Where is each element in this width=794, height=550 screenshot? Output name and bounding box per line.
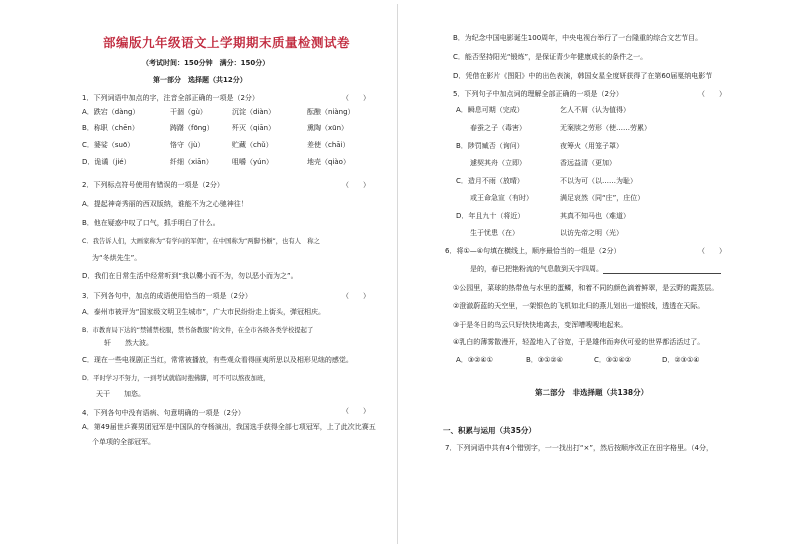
q2-answer-paren: （ ） <box>342 181 370 189</box>
q4-option-a-line2: 个单项的全部冠军。 <box>92 438 155 446</box>
q3-option-d-line1: D．平时学习不努力，一到考试就临时抱佛脚，可不可以熬夜加班， <box>82 375 270 382</box>
q2-option-b: B．他在疑惑中叹了口气，抓手明白了什么。 <box>82 219 220 227</box>
q1-c-1: C．婆娑（suō） <box>82 141 135 149</box>
q3-stem: 3．下列各句中，加点的成语使用恰当的一项是（2分） <box>82 292 252 300</box>
q4-option-a-line1: A．第49届世乒赛男团冠军是中国队的夺杨演出，我国选手获得全部七项冠军，上了此次比赛五 <box>82 423 376 431</box>
q5-d-2: 其真不知马也（难道） <box>560 212 630 220</box>
q5-b-4: 香远益清（更加） <box>560 159 616 167</box>
q2-option-c-line2: 为“冬烘先生”。 <box>92 254 142 262</box>
q3-option-a: A．泰州市被评为“国家级文明卫生城市”，广大市民纷纷走上街头，弹冠相庆。 <box>82 308 326 316</box>
q5-c-3: 或王命急宣（有时） <box>456 194 533 202</box>
q1-b-1: B．称职（chēn） <box>82 124 139 132</box>
exam-info: （考试时间：150分钟 满分：150分） <box>142 59 270 67</box>
q6-sentence-2: ②澄澈蔚蓝的天空里，一架银色的飞机如北归的燕儿划出一道银线，透透在天际。 <box>453 302 705 310</box>
q5-c-1: C．造月不雨（放晴） <box>456 177 524 185</box>
q1-a-4: 酝酿（niàng） <box>307 108 355 116</box>
q5-a-3: 春蚕之子（毒害） <box>456 124 526 132</box>
q6-stem: 6．将①—④句填在横线上，顺序最恰当的一组是（2分） <box>445 247 621 255</box>
q1-b-3: 歼灭（qiān） <box>232 124 276 132</box>
q3-option-b-line2: 轩 然大波。 <box>104 339 153 347</box>
q1-c-2: 恪守（jù） <box>170 141 205 149</box>
section1-heading: 一、积累与运用（共35分） <box>443 426 536 435</box>
q4-option-d: D．凭借在影片《图阳》中的出色表演，韩国女星全度妍获得了在第60届戛纳电影节 <box>453 72 713 80</box>
q5-b-1: B．陟罚臧否（询问） <box>456 142 524 150</box>
q1-d-2: 纤细（xiān） <box>170 158 213 166</box>
q5-c-4: 满足哀然（同“庄”，庄位） <box>560 194 645 202</box>
q5-b-2: 夜筹火（用笼子罩） <box>560 142 623 150</box>
q5-b-3: 遽契其舟（立即） <box>456 159 526 167</box>
q1-a-1: A．跌宕（dàng） <box>82 108 140 116</box>
q1-d-4: 地壳（qiào） <box>307 158 350 166</box>
q2-option-a: A．提起神奇秀丽的西双版纳，谁能不为之心驰神往！ <box>82 200 248 208</box>
q5-c-2: 不以为可（以……为耻） <box>560 177 637 185</box>
q3-option-d-line2: 天干 加恣。 <box>96 390 145 398</box>
q6-sentence-3: ③于是冬日的鸟云只好快快地离去，变浑嘈嗖嗖地起来。 <box>453 321 628 329</box>
q4-option-c: C．能否坚持阳光“锻炼”，是保证青少年健康成长的条件之一。 <box>453 53 648 61</box>
q1-answer-paren: （ ） <box>342 94 370 102</box>
q4-option-b: B．为纪念中国电影诞生100周年，中央电视台举行了一台隆重的综合文艺节目。 <box>453 34 703 42</box>
q3-answer-paren: （ ） <box>342 292 370 300</box>
q2-option-d: D．我们在日常生活中经常听到“我以爨小而不为，勿以恶小而为之”。 <box>82 272 298 280</box>
q5-a-4: 无案牍之劳形（使……劳累） <box>560 124 651 132</box>
q5-d-4: 以访先帝之明（光） <box>560 229 623 237</box>
q5-a-2: 乞人不屑（认为值得） <box>560 106 630 114</box>
q4-answer-paren: （ ） <box>342 407 370 415</box>
q6-option-a: A．③②④① <box>456 356 493 364</box>
q1-a-3: 沉淀（diàn） <box>232 108 276 116</box>
q3-option-b-line1: B．市教育局下达的“禁铺禁校服，禁书备教服”的文件，在全市各级各类学校提起了 <box>82 327 314 334</box>
q1-stem: 1．下列词语中加点的字，注音全部正确的一项是（2分） <box>82 94 259 102</box>
q1-d-1: D．诡谲（jié） <box>82 158 131 166</box>
q6-option-b: B．③①②④ <box>526 356 563 364</box>
q5-d-1: D．年且九十（将近） <box>456 212 525 220</box>
q7-stem: 7．下列词语中共有4个错别字，一一找出打“×”，然后按顺序改正在田字格里。（4分， <box>445 444 713 452</box>
q3-option-c: C．现在一些电视剧正当红，常常被播放，有些观众看得匪夷所思以及相形见绌的感觉。 <box>82 356 353 364</box>
q5-answer-paren: （ ） <box>698 90 726 98</box>
q1-d-3: 咀嚼（yún） <box>232 158 274 166</box>
exam-title: 部编版九年级语文上学期期末质量检测试卷 <box>103 35 351 50</box>
part2-heading: 第二部分 非选择题（共138分） <box>535 388 649 397</box>
q6-intro: 是的，春已把艳粉流的气息散到天宇四周。 <box>470 265 721 274</box>
q2-option-c-line1: C．我告诉人们，大画家称为“有学问的军佣”，在中国称为“两脚书橱”，也有人 称之 <box>82 238 320 245</box>
q6-answer-paren: （ ） <box>698 247 726 255</box>
q1-b-4: 熏陶（xūn） <box>307 124 349 132</box>
q1-c-4: 差使（chāi） <box>307 141 350 149</box>
q5-a-1: A．瞬息可期（完成） <box>456 106 524 114</box>
q6-option-c: C．③①④② <box>594 356 631 364</box>
q1-a-2: 干涸（gù） <box>170 108 207 116</box>
q4-stem: 4．下列各句中没有语病、句意明确的一项是（2分） <box>82 409 245 417</box>
q6-sentence-4: ④乳白的薄雾散漫开，轻盈地入了谷宽，于是雄伟而奔伙可爱的世界都活活过了。 <box>453 338 705 346</box>
q6-sentence-1: ①公园里，菜球的热带鱼与水里的蛋鳞，和着不同的颜色滴着鲜翠，是云野的霞蒸层。 <box>453 284 719 292</box>
q6-option-d: D．②③①④ <box>662 356 700 364</box>
q5-d-3: 生于忧患（在） <box>456 229 519 237</box>
q2-stem: 2．下列标点符号使用有错误的一项是（2分） <box>82 181 224 189</box>
q6-answer-blank <box>603 266 721 274</box>
q5-stem: 5．下列句子中加点词的理解全部正确的一项是（2分） <box>453 90 623 98</box>
column-divider <box>397 4 398 544</box>
q1-b-2: 踌躇（fōng） <box>170 124 214 132</box>
q1-c-3: 贮藏（chǔ） <box>232 141 273 149</box>
part1-heading: 第一部分 选择题（共12分） <box>153 76 247 84</box>
